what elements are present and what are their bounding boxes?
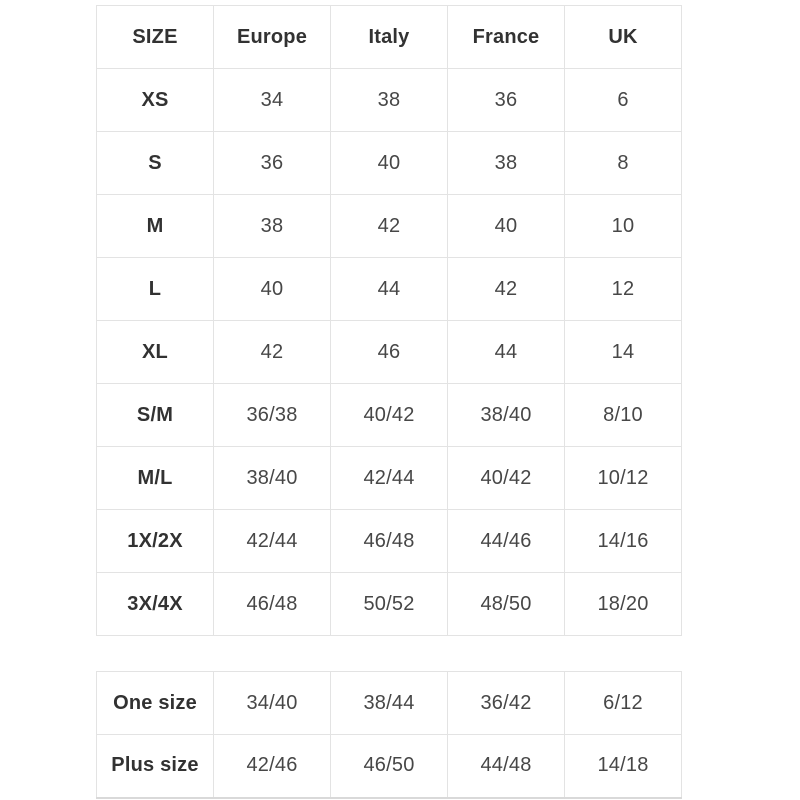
size-value-cell: 14/16 xyxy=(565,510,682,573)
size-label-cell: L xyxy=(97,258,214,321)
size-value-cell: 38/40 xyxy=(448,384,565,447)
size-value-cell: 8 xyxy=(565,132,682,195)
size-label-cell: XL xyxy=(97,321,214,384)
table-row xyxy=(97,321,682,384)
size-value-cell: 40/42 xyxy=(448,447,565,510)
table-row xyxy=(97,69,682,132)
table-row xyxy=(97,573,682,636)
table-row xyxy=(97,447,682,510)
header-cell-italy: Italy xyxy=(331,6,448,69)
size-value-cell: 42/46 xyxy=(214,735,331,798)
size-value-cell: 38 xyxy=(448,132,565,195)
size-guide-page xyxy=(96,5,682,799)
size-value-cell: 36/42 xyxy=(448,672,565,735)
size-label-cell: S/M xyxy=(97,384,214,447)
header-cell-france: France xyxy=(448,6,565,69)
size-value-cell: 46/50 xyxy=(331,735,448,798)
size-value-cell: 44/48 xyxy=(448,735,565,798)
size-value-cell: 8/10 xyxy=(565,384,682,447)
special-sizes-table xyxy=(96,671,682,799)
size-value-cell: 36 xyxy=(448,69,565,132)
size-value-cell: 42/44 xyxy=(331,447,448,510)
size-label-cell: Plus size xyxy=(97,735,214,798)
size-label-cell: One size xyxy=(97,672,214,735)
size-value-cell: 50/52 xyxy=(331,573,448,636)
size-label-cell: XS xyxy=(97,69,214,132)
size-value-cell: 48/50 xyxy=(448,573,565,636)
table-row xyxy=(97,672,682,735)
size-value-cell: 14 xyxy=(565,321,682,384)
header-cell-europe: Europe xyxy=(214,6,331,69)
size-value-cell: 36/38 xyxy=(214,384,331,447)
size-value-cell: 10 xyxy=(565,195,682,258)
header-cell-uk: UK xyxy=(565,6,682,69)
size-value-cell: 38/40 xyxy=(214,447,331,510)
size-conversion-table xyxy=(96,5,682,636)
header-cell-size: SIZE xyxy=(97,6,214,69)
header-row xyxy=(97,6,682,69)
size-value-cell: 36 xyxy=(214,132,331,195)
size-value-cell: 40 xyxy=(331,132,448,195)
size-label-cell: S xyxy=(97,132,214,195)
size-value-cell: 42/44 xyxy=(214,510,331,573)
size-value-cell: 38 xyxy=(331,69,448,132)
size-value-cell: 46 xyxy=(331,321,448,384)
size-value-cell: 42 xyxy=(448,258,565,321)
size-value-cell: 12 xyxy=(565,258,682,321)
size-value-cell: 14/18 xyxy=(565,735,682,798)
table-row xyxy=(97,132,682,195)
size-value-cell: 40/42 xyxy=(331,384,448,447)
size-value-cell: 6 xyxy=(565,69,682,132)
size-value-cell: 44 xyxy=(448,321,565,384)
size-value-cell: 44/46 xyxy=(448,510,565,573)
size-value-cell: 10/12 xyxy=(565,447,682,510)
table-row xyxy=(97,195,682,258)
size-value-cell: 40 xyxy=(448,195,565,258)
size-value-cell: 38/44 xyxy=(331,672,448,735)
size-value-cell: 46/48 xyxy=(214,573,331,636)
size-value-cell: 6/12 xyxy=(565,672,682,735)
size-value-cell: 46/48 xyxy=(331,510,448,573)
size-value-cell: 34/40 xyxy=(214,672,331,735)
table-row xyxy=(97,258,682,321)
size-value-cell: 18/20 xyxy=(565,573,682,636)
size-label-cell: M xyxy=(97,195,214,258)
size-label-cell: M/L xyxy=(97,447,214,510)
table-row xyxy=(97,510,682,573)
table-row xyxy=(97,735,682,798)
size-value-cell: 34 xyxy=(214,69,331,132)
table-row xyxy=(97,384,682,447)
size-value-cell: 42 xyxy=(214,321,331,384)
size-value-cell: 44 xyxy=(331,258,448,321)
size-value-cell: 42 xyxy=(331,195,448,258)
size-value-cell: 38 xyxy=(214,195,331,258)
size-value-cell: 40 xyxy=(214,258,331,321)
size-label-cell: 3X/4X xyxy=(97,573,214,636)
size-label-cell: 1X/2X xyxy=(97,510,214,573)
